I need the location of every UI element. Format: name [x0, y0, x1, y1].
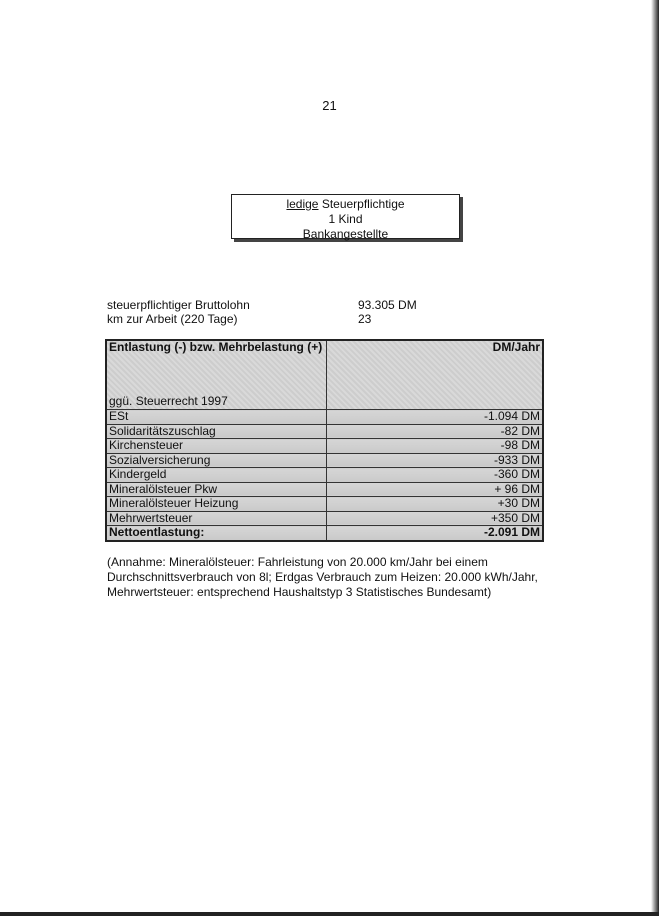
row-label: Mehrwertsteuer: [106, 511, 326, 526]
table-row: [106, 410, 543, 425]
header-title: Entlastung (-) bzw. Mehrbelastung (+): [109, 340, 323, 354]
row-label: Mineralölsteuer Pkw: [106, 482, 326, 497]
row-label: Kirchensteuer: [106, 439, 326, 454]
total-label: Nettoentlastung:: [106, 526, 326, 541]
row-label: Kindergeld: [106, 468, 326, 483]
info-label: km zur Arbeit (220 Tage): [107, 312, 238, 326]
profile-line-1: [232, 197, 459, 212]
relief-table: [105, 339, 544, 542]
table-row: [106, 497, 543, 512]
header-subtitle: ggü. Steuerrecht 1997: [109, 394, 228, 408]
table-row: [106, 424, 543, 439]
scan-edge-shadow: [651, 0, 659, 916]
row-label: ESt: [106, 410, 326, 425]
profile-line-3: Bankangestellte: [302, 227, 389, 241]
profile-type: Steuerpflichtige: [318, 197, 405, 211]
info-value: 23: [358, 312, 372, 326]
header-left-cell: [106, 340, 326, 410]
page-number: 21: [322, 98, 337, 113]
scan-bottom-edge: [0, 912, 659, 916]
row-value: -360 DM: [326, 468, 543, 483]
row-value: -82 DM: [326, 424, 543, 439]
row-value: -933 DM: [326, 453, 543, 468]
row-value: +350 DM: [326, 511, 543, 526]
info-commute-km: [107, 312, 372, 326]
table-row: [106, 468, 543, 483]
profile-line-2: 1 Kind: [328, 212, 363, 226]
info-value: 93.305 DM: [358, 298, 417, 312]
table-row: [106, 482, 543, 497]
row-label: Mineralölsteuer Heizung: [106, 497, 326, 512]
assumption-note: (Annahme: Mineralölsteuer: Fahrleistung von 20.000 km/Jahr bei einem Durchschnittsverbrauch von 8l; Erdgas Verbrauch zum Heizen: 20.000 kWh/Jahr, Mehrwertsteuer: entsprechend Haushaltstyp 3 Statistisches Bundesamt): [107, 555, 538, 599]
info-gross-salary: [107, 298, 417, 312]
table-total-row: [106, 526, 543, 541]
header-unit: DM/Jahr: [326, 340, 543, 410]
row-label: Sozialversicherung: [106, 453, 326, 468]
table-row: [106, 439, 543, 454]
profile-status: ledige: [286, 197, 319, 211]
table-row: [106, 511, 543, 526]
row-label: Solidaritätszuschlag: [106, 424, 326, 439]
table-header-row: [106, 340, 543, 410]
row-value: +30 DM: [326, 497, 543, 512]
row-value: -1.094 DM: [326, 410, 543, 425]
row-value: -98 DM: [326, 439, 543, 454]
table-row: [106, 453, 543, 468]
total-value: -2.091 DM: [326, 526, 543, 541]
taxpayer-profile-box: [231, 194, 460, 239]
row-value: + 96 DM: [326, 482, 543, 497]
info-label: steuerpflichtiger Bruttolohn: [107, 298, 250, 312]
